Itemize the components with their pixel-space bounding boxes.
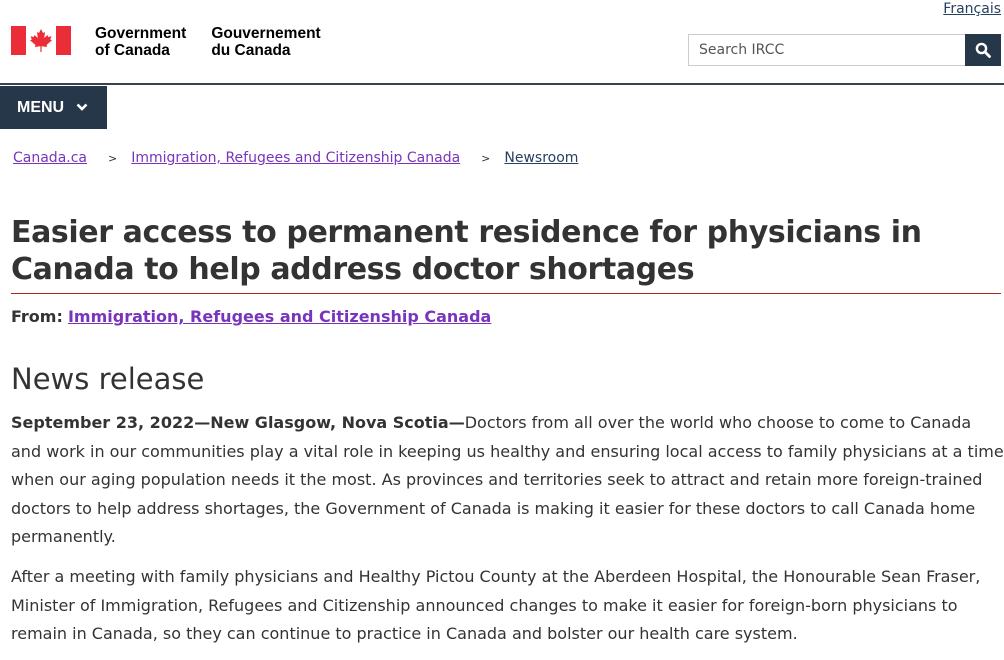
wordmark-en-line1: Government	[95, 25, 187, 42]
wordmark-en-line2: of Canada	[95, 41, 170, 59]
menu-label: MENU	[17, 98, 65, 116]
breadcrumb-ircc[interactable]: Immigration, Refugees and Citizenship Canada	[131, 150, 461, 166]
wordmark-fr-line2: du Canada	[211, 41, 291, 59]
dateline: September 23, 2022—New Glasgow, Nova Scotia—	[11, 413, 465, 432]
breadcrumb-separator: >	[481, 151, 491, 165]
chevron-down-icon	[76, 99, 88, 117]
canada-flag-icon	[11, 26, 71, 55]
language-toggle-link[interactable]: Français	[943, 1, 1001, 17]
from-department-link[interactable]: Immigration, Refugees and Citizenship Canada	[67, 307, 492, 326]
news-paragraph-1	[11, 409, 1004, 552]
section-heading: News release	[11, 362, 205, 396]
breadcrumb-newsroom[interactable]: Newsroom	[504, 150, 579, 166]
government-signature[interactable]	[11, 26, 321, 59]
from-label: From:	[11, 307, 63, 326]
title-underline	[11, 293, 1001, 294]
wordmark-french	[211, 26, 320, 59]
menu-button[interactable]	[0, 86, 107, 129]
news-paragraph-2: After a meeting with family physicians and Healthy Pictou County at the Aberdeen Hospital, the Honourable Sean Fraser, Minister of Immigration, Refugees and Citizenship announced changes to make it easier for foreign-born physicians to remain in Canada, so they can continue to practice in Canada and bolster our health care system.	[11, 567, 981, 643]
from-line	[11, 307, 491, 326]
paragraph-1-text: Doctors from all over the world who choose to come to Canada and work in our communities play a vital role in keeping us healthy and ensuring local access to family physicians at a time when our aging population needs it the most. As provinces and territories seek to attract and retain more foreign-trained doctors to help address shortages, the Government of Canada is making it easier for these doctors to call Canada home permanently.	[11, 413, 1004, 546]
wordmark	[95, 26, 321, 59]
search-form	[688, 34, 1001, 66]
header-divider	[0, 83, 1004, 85]
wordmark-fr-line1: Gouvernement	[211, 25, 321, 42]
search-input[interactable]	[688, 34, 965, 66]
wordmark-english	[95, 26, 186, 59]
page-title: Easier access to permanent residence for physicians in Canada to help address doctor shortages	[11, 215, 922, 287]
breadcrumb-separator: >	[108, 151, 118, 165]
search-icon	[975, 42, 991, 58]
breadcrumb-canada-ca[interactable]: Canada.ca	[13, 150, 87, 166]
breadcrumb	[13, 150, 578, 166]
search-button[interactable]	[965, 34, 1001, 66]
